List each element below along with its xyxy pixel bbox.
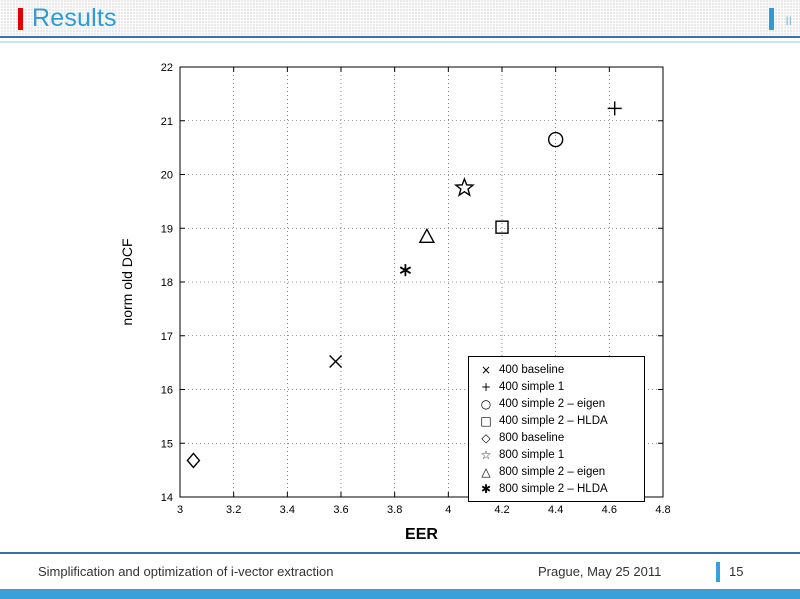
legend-item xyxy=(473,446,640,463)
header-right-marker: II xyxy=(785,14,792,28)
legend-label-400-simple-2-hlda: 400 simple 2 – HLDA xyxy=(499,414,608,427)
scatter-chart xyxy=(110,52,680,552)
legend-item xyxy=(473,429,640,446)
legend-marker-400-baseline: × xyxy=(480,362,492,377)
page-title: Results xyxy=(32,4,117,32)
legend-item xyxy=(473,412,640,429)
data-point-800-simple-2-hlda xyxy=(400,264,410,276)
footer-color-strip xyxy=(0,589,800,599)
legend-marker-400-simple-1: + xyxy=(480,379,492,394)
legend-label-800-simple-2-hlda: 800 simple 2 – HLDA xyxy=(499,482,608,495)
y-axis-label: norm old DCF xyxy=(119,238,135,326)
y-tick-label: 20 xyxy=(160,169,173,182)
y-tick-label: 14 xyxy=(160,492,173,504)
legend-label-800-baseline: 800 baseline xyxy=(499,431,565,444)
footer-separator xyxy=(716,562,720,582)
y-tick-label: 22 xyxy=(160,62,173,74)
x-tick-label: 4 xyxy=(445,504,452,516)
x-tick-label: 3.4 xyxy=(279,504,295,516)
x-tick-label: 4.2 xyxy=(494,504,510,516)
data-point-800-baseline xyxy=(187,453,199,467)
y-tick-label: 21 xyxy=(160,115,173,128)
chart-legend xyxy=(468,356,645,502)
y-tick-label: 18 xyxy=(160,277,173,289)
x-axis-label: EER xyxy=(405,526,438,543)
footer-title: Simplification and optimization of i-vector extraction xyxy=(38,564,334,579)
x-tick-label: 3.2 xyxy=(226,504,242,516)
footer-event: Prague, May 25 2011 xyxy=(538,564,662,579)
x-tick-label: 4.6 xyxy=(601,504,617,516)
legend-item xyxy=(473,463,640,480)
y-tick-label: 16 xyxy=(160,384,173,397)
legend-item xyxy=(473,395,640,412)
legend-item xyxy=(473,361,640,378)
x-tick-label: 3 xyxy=(176,504,184,516)
data-point-800-simple-1 xyxy=(456,179,473,195)
legend-marker-800-simple-2-hlda: ✱ xyxy=(480,481,492,496)
legend-item xyxy=(473,480,640,497)
legend-label-400-simple-1: 400 simple 1 xyxy=(499,380,565,393)
header-divider-blue xyxy=(0,41,800,43)
header-right-accent xyxy=(769,8,774,30)
legend-marker-400-simple-2-eigen: ○ xyxy=(480,396,492,411)
legend-label-400-baseline: 400 baseline xyxy=(499,363,565,376)
legend-label-400-simple-2-eigen: 400 simple 2 – eigen xyxy=(499,397,606,410)
x-tick-label: 4.4 xyxy=(548,504,564,516)
y-tick-label: 15 xyxy=(160,438,173,451)
x-tick-label: 3.6 xyxy=(333,504,349,516)
y-tick-label: 17 xyxy=(160,330,173,343)
x-tick-label: 4.8 xyxy=(655,504,671,516)
legend-label-800-simple-1: 800 simple 1 xyxy=(499,448,565,461)
header-accent-bar xyxy=(18,8,23,30)
data-point-400-baseline xyxy=(330,356,342,368)
slide-header xyxy=(0,0,800,38)
legend-marker-800-simple-2-eigen: △ xyxy=(481,464,491,479)
footer-page-number: 15 xyxy=(729,564,744,579)
data-point-800-simple-2-eigen xyxy=(420,229,434,242)
x-tick-label: 3.8 xyxy=(387,504,403,516)
legend-item xyxy=(473,378,640,395)
legend-label-800-simple-2-eigen: 800 simple 2 – eigen xyxy=(499,465,606,478)
legend-marker-800-baseline: ◇ xyxy=(481,430,491,445)
legend-marker-800-simple-1: ☆ xyxy=(480,447,492,462)
slide-footer xyxy=(0,552,800,599)
y-tick-label: 19 xyxy=(160,223,173,236)
legend-marker-400-simple-2-hlda: □ xyxy=(480,413,492,428)
data-point-400-simple-1 xyxy=(608,101,622,115)
